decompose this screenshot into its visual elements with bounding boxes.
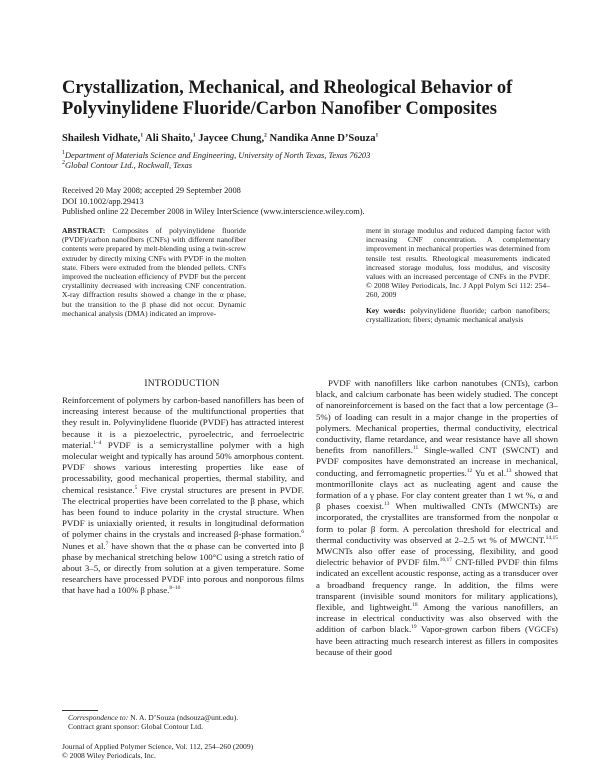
citation-ref[interactable]: 19 (411, 624, 417, 631)
citation-ref[interactable]: 5 (134, 484, 138, 491)
body-right-column (316, 378, 558, 658)
author-affil-sup: 1 (192, 132, 196, 139)
author-name: Shailesh Vidhate, (62, 133, 141, 144)
intro-paragraph: PVDF with nanofillers like carbon nanotubes (CNTs), carbon black, and calcium carbonate has been widely studied. The concept of nanoreinforcement is based on the fact that a low percentage (3–5%) of loading can result in a major change in the properties of polymers. Mechanical properties, thermal conductivity, electrical conductivity, flame retardance, and wear resistance have all shown benefits from nanofillers.$^{11}$ Single-walled CNT (SWCNT) and PVDF composites have demonstrated an increase in mechanical, conducting, and ferromagnetic properties.$^{12}$ Yu et al.$^{13}$ showed that montmorillonite clays act as nucleating agent and cause the formation of a γ phase. For clay content greater than 1 wt %, α and β phases coexist.$^{13}$ When multiwalled CNTs (MWCNTs) are incorporated, the crystallites are transformed from the nonpolar α form to polar β form. A percolation threshold for electrical and thermal conductivity was observed at 2–2.5 wt % of MWCNT.$^{14,15}$ MWCNTs also offer ease of processing, flexibility, and good dielectric behavior of PVDF film.$^{16,17}$ CNT-filled PVDF thin films indicated an excellent acoustic response, acting as a transducer over a broadband frequency range. In addition, the films were transparent (invisible sound monitors for military applications), flexible, and lightweight.$^{18}$ Among the various nanofillers, an increase in electrical conductivity was also observed with the addition of carbon black.$^{19}$ Vapor-grown carbon fibers (VGCFs) have been attracting much research interest as fillers in composites because of their good (316, 378, 559, 657)
author-name: Ali Shaito, (143, 133, 193, 144)
citation-ref[interactable]: 7 (105, 540, 109, 547)
citation-ref[interactable]: 1–4 (93, 439, 102, 446)
keywords-text: polyvinylidene fluoride; carbon nanofibers; crystallization; fibers; dynamic mechanical analysis (366, 305, 550, 324)
abstract-right-column (366, 226, 550, 324)
article-history (62, 186, 542, 218)
abstract-text-continued: ment in storage modulus and reduced damping factor with increasing CNF concentration. A complementary improvement in mechanical properties was determined from tensile test results. Rheological measurements indicated increased storage modulus, loss modulus, and viscosity values with an increased percentage of CNFs in the PVDF. © 2008 Wiley Periodicals, Inc. J Appl Polym Sci 112: 254–260, 2009 (366, 226, 550, 300)
body-left-column (62, 395, 304, 597)
grant-sponsor: Contract grant sponsor: Global Contour Ltd. (68, 722, 203, 732)
abstract-left-column (62, 226, 246, 318)
paper-title: Crystallization, Mechanical, and Rheological Behavior of Polyvinylidene Fluoride/Carbon Nanofiber Composites (62, 78, 513, 119)
citation-ref[interactable]: 11 (412, 445, 419, 452)
citation-ref[interactable]: 13 (506, 467, 512, 474)
footnote-divider (62, 710, 98, 711)
footnote (62, 713, 302, 732)
author-name: Jaycee Chung, (195, 133, 265, 144)
copyright-line: © 2008 Wiley Periodicals, Inc. (62, 751, 156, 761)
affiliations (62, 151, 552, 171)
keywords (366, 306, 550, 324)
affiliation-sup: 2 (62, 160, 65, 167)
citation-ref[interactable]: 16,17 (439, 557, 453, 564)
affiliation-line (62, 151, 552, 161)
author-affil-sup: 1 (375, 132, 379, 139)
affiliation-text: Department of Materials Science and Engineering, University of North Texas, Texas 76203 (65, 151, 371, 160)
author-affil-sup: 1 (140, 132, 144, 139)
abstract-label: ABSTRACT: (62, 226, 106, 235)
journal-citation (62, 742, 312, 761)
citation-ref[interactable]: 13 (383, 501, 390, 508)
author-list (62, 133, 552, 144)
correspondence-label: Correspondence to: (68, 713, 129, 722)
journal-line: Journal of Applied Polymer Science, Vol. 112, 254–260 (2009) (62, 742, 254, 751)
citation-ref[interactable]: 18 (412, 602, 418, 609)
introduction-heading: INTRODUCTION (144, 379, 220, 389)
citation-ref[interactable]: 12 (466, 467, 473, 474)
affiliation-text: Global Contour Ltd., Rockwall, Texas (65, 161, 192, 170)
author-name: Nandika Anne D’Souza (266, 133, 376, 144)
author-affil-sup: 2 (264, 132, 267, 139)
affiliation-sup: 1 (62, 150, 65, 157)
correspondence (62, 713, 302, 722)
abstract-text: Composites of polyvinylidene fluoride (PVDF)/carbon nanofibers (CNFs) with different nanofiber contents were prepared by melt-blending using a twin-screw extruder by directly mixing CNFs with PVDF in the molten state. Fibers were extruded from the blended pellets. CNFs improved the nucleation efficiency of PVDF but the percent crystallinity decreased with increasing CNF concentration. X-ray diffraction results showed a change in the α phase, but the transition to the β phase did not occur. Dynamic mechanical analysis (DMA) indicated an improve- (62, 226, 246, 318)
intro-paragraph: Reinforcement of polymers by carbon-based nanofillers has been of increasing interest because of the multifunctional properties that they result in. Polyvinylidene fluoride (PVDF) has attracted interest because it is a piezoelectric, pyroelectric, and ferroelectric material.$^{1-4}$ PVDF is a semicrystalline polymer with a high molecular weight and typically has around 50% amorphous content. PVDF shows various interesting properties like ease of processability, good mechanical properties, thermal stability, and chemical resistance.$^5$ Five crystal structures are present in PVDF. The electrical properties have been correlated to the β phase, which has been found to induce polarity in the crystal structure. When PVDF is uniaxially oriented, it results in longitudinal deformation of polymer chains in the crystals and increased β-phase formation.$^6$ Nunes et al.$^7$ have shown that the α phase can be converted into β phase by mechanical stretching below 100°C using a stretch ratio of about 3–5, or directly from solution at a given temperature. Some researchers have processed PVDF into porous and nonporous films that have had a 100% β phase.$^{8-10}$ (62, 395, 304, 596)
affiliation-line (62, 161, 552, 171)
published-online: Published online 22 December 2008 in Wiley InterScience (www.interscience.wiley.com). (62, 207, 365, 216)
doi: DOI 10.1002/app.29413 (62, 196, 144, 206)
citation-ref[interactable]: 8–10 (169, 585, 181, 592)
citation-ref[interactable]: 14,15 (545, 534, 558, 541)
citation-ref[interactable]: 6 (301, 529, 304, 536)
received-date: Received 20 May 2008; accepted 29 September 2008 (62, 186, 241, 195)
correspondence-email[interactable]: N. A. D’Souza (ndsouza@unt.edu). (128, 713, 239, 722)
keywords-label: Key words: (366, 305, 406, 315)
